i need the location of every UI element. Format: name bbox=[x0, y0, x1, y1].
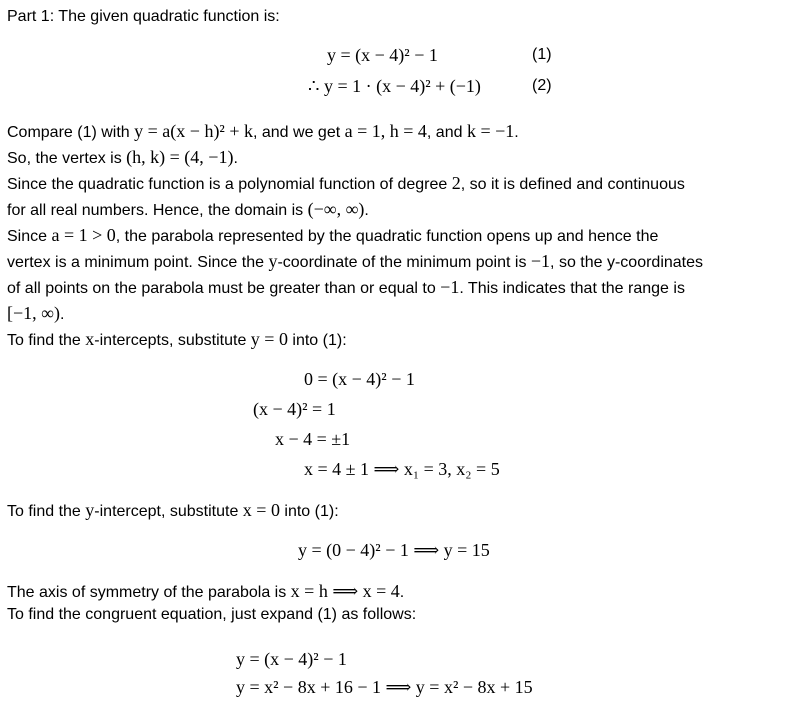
compare-text-3: , and bbox=[426, 124, 467, 141]
compare-text-2: , and we get bbox=[252, 124, 345, 141]
xint-text-3: into (1): bbox=[287, 332, 347, 349]
equation-1: y = (x − 4)² − 1 bbox=[327, 45, 438, 65]
xint-text-1: To find the bbox=[7, 332, 86, 349]
compare-line bbox=[7, 118, 519, 146]
domain-text-3: for all real numbers. Hence, the domain is bbox=[7, 202, 308, 219]
domain-line-1 bbox=[7, 170, 685, 198]
range-math-1: a = 1 > 0 bbox=[51, 225, 116, 245]
y-intercept-intro bbox=[7, 497, 339, 525]
domain-text-2: , so it is defined and continuous bbox=[460, 176, 685, 193]
range-text-8: . bbox=[59, 306, 65, 323]
range-math-4: −1 bbox=[440, 277, 460, 297]
x-intercept-step-1: 0 = (x − 4)² − 1 bbox=[304, 369, 415, 389]
domain-text-4: . bbox=[364, 202, 369, 219]
x-intercept-intro bbox=[7, 326, 347, 354]
expand-step-1: y = (x − 4)² − 1 bbox=[236, 649, 347, 669]
axis-text-1: The axis of symmetry of the parabola is bbox=[7, 584, 291, 601]
range-line-3 bbox=[7, 274, 685, 302]
range-line-1 bbox=[7, 222, 658, 250]
compare-text-4: . bbox=[514, 124, 519, 141]
yint-math-2: x = 0 bbox=[242, 500, 280, 520]
domain-math-1: 2 bbox=[451, 173, 461, 193]
x-intercept-step-2: (x − 4)² = 1 bbox=[253, 399, 336, 419]
range-text-6: of all points on the parabola must be greater than or equal to bbox=[7, 280, 441, 297]
equation-2-number: (2) bbox=[532, 77, 552, 94]
domain-text-1: Since the quadratic function is a polynomial function of degree bbox=[7, 176, 452, 193]
range-text-1: Since bbox=[7, 228, 52, 245]
y-intercept-equation: y = (0 − 4)² − 1 ⟹ y = 15 bbox=[298, 540, 490, 560]
range-math-5: [−1, ∞) bbox=[7, 303, 60, 323]
equation-1-number: (1) bbox=[532, 46, 552, 63]
compare-math-3: k = −1 bbox=[466, 121, 515, 141]
vertex-line bbox=[7, 144, 238, 172]
range-text-4: -coordinate of the minimum point is bbox=[277, 254, 531, 271]
yint-text-2: -intercept, substitute bbox=[94, 503, 243, 520]
vertex-text-1: So, the vertex is bbox=[7, 150, 127, 167]
equation-2: ∴ y = 1 · (x − 4)² + (−1) bbox=[308, 76, 481, 96]
range-line-2 bbox=[7, 248, 703, 276]
axis-text-2: . bbox=[399, 584, 405, 601]
range-text-5: , so the y-coordinates bbox=[550, 254, 704, 271]
compare-text-1: Compare (1) with bbox=[7, 124, 135, 141]
vertex-text-2: . bbox=[233, 150, 238, 167]
x-intercept-step-4: x = 4 ± 1 ⟹ x₁ = 3, x₂ = 5 bbox=[304, 459, 500, 479]
expand-step-2: y = x² − 8x + 16 − 1 ⟹ y = x² − 8x + 15 bbox=[236, 677, 533, 697]
range-line-4 bbox=[7, 300, 64, 328]
range-text-2: , the parabola represented by the quadratic function opens up and hence the bbox=[115, 228, 659, 245]
compare-math-2: a = 1, h = 4 bbox=[344, 121, 427, 141]
xint-math-2: y = 0 bbox=[250, 329, 288, 349]
compare-math-1: y = a(x − h)² + k bbox=[134, 121, 253, 141]
yint-math-1: y bbox=[85, 500, 95, 520]
range-math-3: −1 bbox=[530, 251, 551, 271]
xint-math-1: x bbox=[85, 329, 95, 349]
x-intercept-step-3: x − 4 = ±1 bbox=[275, 429, 351, 449]
vertex-math: (h, k) = (4, −1) bbox=[126, 147, 234, 167]
xint-text-2: -intercepts, substitute bbox=[94, 332, 251, 349]
axis-math: x = h ⟹ x = 4 bbox=[290, 581, 400, 601]
range-math-2: y bbox=[268, 251, 278, 271]
range-text-3: vertex is a minimum point. Since the bbox=[7, 254, 269, 271]
yint-text-3: into (1): bbox=[279, 503, 339, 520]
domain-math-2: (−∞, ∞) bbox=[307, 199, 365, 219]
part-heading: Part 1: The given quadratic function is: bbox=[7, 8, 280, 25]
yint-text-1: To find the bbox=[7, 503, 86, 520]
domain-line-2 bbox=[7, 196, 369, 224]
range-text-7: . This indicates that the range is bbox=[459, 280, 685, 297]
congruent-intro: To find the congruent equation, just expand (1) as follows: bbox=[7, 606, 417, 623]
